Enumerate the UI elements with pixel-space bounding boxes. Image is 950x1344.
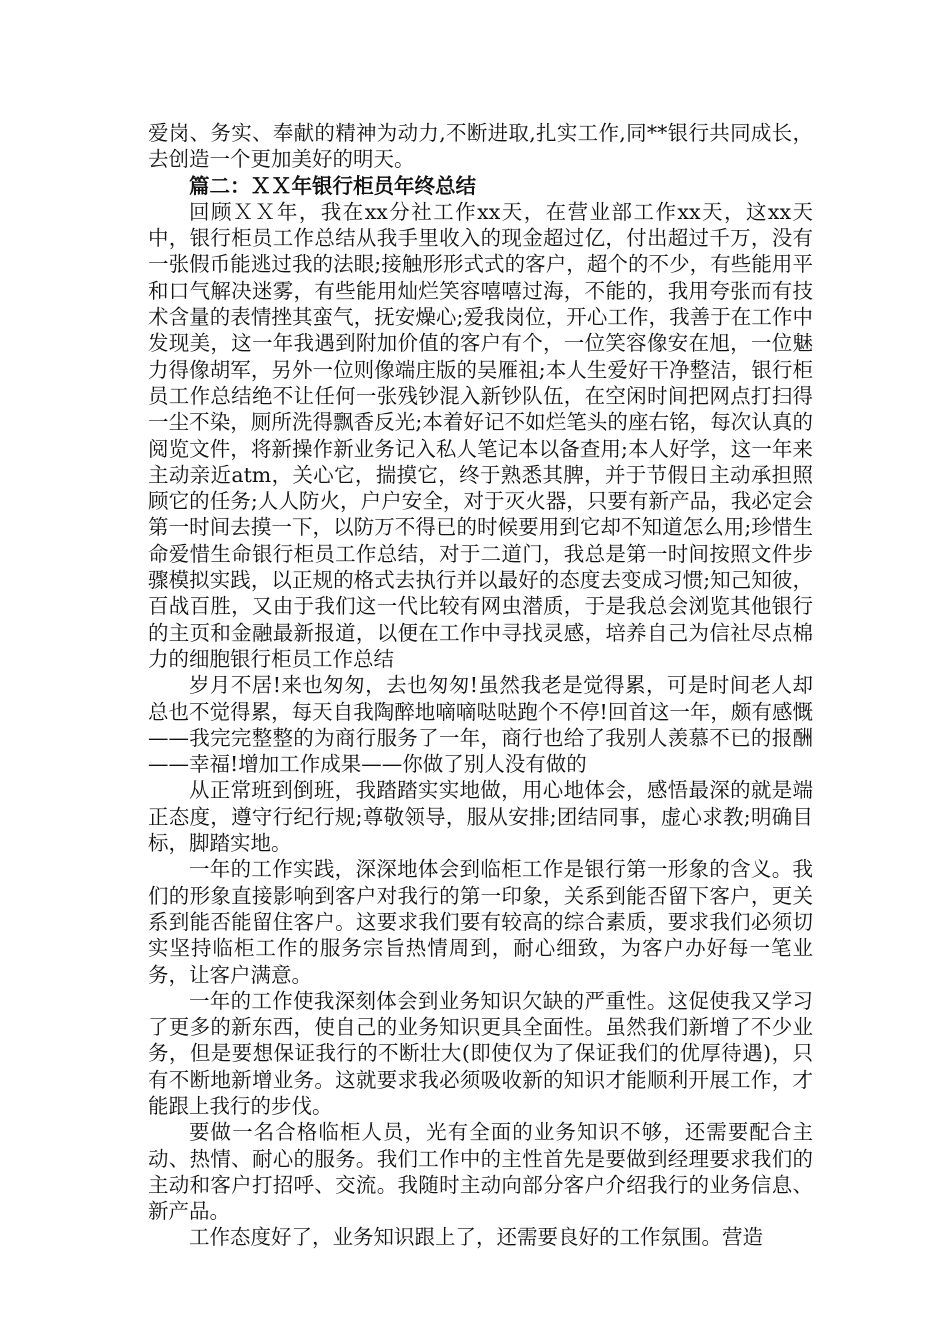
body-paragraph: 一年的工作实践，深深地体会到临柜工作是银行第一形象的含义。我们的形象直接影响到客户对我行的第一印象，关系到能否留下客户，更关系到能否能留住客户。这要求我们要有较高的综合素质，要求我们必须切实坚持临柜工作的服务宗旨热情周到，耐心细致，为客户办好每一笔业务，让客户满意。 [148,857,813,987]
body-paragraph: 要做一名合格临柜人员，光有全面的业务知识不够，还需要配合主动、热情、耐心的服务。我们工作中的主性首先是要做到经理要求我们的主动和客户打招呼、交流。我随时主动向部分客户介绍我行的业务信息、新产品。 [148,1120,813,1224]
body-paragraph: 岁月不居!来也匆匆，去也匆匆!虽然我老是觉得累，可是时间老人却总也不觉得累，每天自我陶醉地嘀嘀哒哒跑个不停!回首这一年，颇有感慨——我完完整整的为商行服务了一年，商行也给了我别人羡慕不已的报酬——幸福!增加工作成果——你做了别人没有做的 [148,673,813,777]
body-paragraph: 工作态度好了，业务知识跟上了，还需要良好的工作氛围。营造 [189,1225,763,1250]
section-title: 篇二：ＸＸ年银行柜员年终总结 [189,173,476,198]
lead-paragraph: 爱岗、务实、奉献的精神为动力,不断进取,扎实工作,同**银行共同成长，去创造一个更加美好的明天。 [148,121,813,172]
body-paragraph: 从正常班到倒班，我踏踏实实地做，用心地体会，感悟最深的就是端正态度，遵守行纪行规;尊敬领导，服从安排;团结同事，虚心求教;明确目标，脚踏实地。 [148,778,813,856]
body-paragraph: 回顾ＸＸ年，我在xx分社工作xx天，在营业部工作xx天，这xx天中，银行柜员工作总结从我手里收入的现金超过亿，付出超过千万，没有一张假币能逃过我的法眼;接触形形式式的客户，超个的不少，有些能用平和口气解决迷雾，有些能用灿烂笑容嘻嘻过海，不能的，我用夸张而有技术含量的表情挫其蛮气，抚安燥心;爱我岗位，开心工作，我善于在工作中发现美，这一年我遇到附加价值的客户有个，一位笑容像安在旭，一位魅力得像胡军，另外一位则像端庄版的吴雁祖;本人生爱好干净整洁，银行柜员工作总结绝不让任何一张残钞混入新钞队伍，在空闲时间把网点打扫得一尘不染，厕所洗得飘香反光;本着好记不如烂笔头的座右铭，每次认真的阅览文件，将新操作新业务记入私人笔记本以备查用;本人好学，这一年来主动亲近atm，关心它，揣摸它，终于熟悉其脾，并于节假日主动承担照顾它的任务;人人防火，户户安全，对于灭火器，只要有新产品，我必定会第一时间去摸一下，以防万不得已的时候要用到它却不知道怎么用;珍惜生命爱惜生命银行柜员工作总结，对于二道门，我总是第一时间按照文件步骤模拟实践，以正规的格式去执行并以最好的态度去变成习惯;知己知彼，百战百胜，又由于我们这一代比较有网虫潜质，于是我总会浏览其他银行的主页和金融最新报道，以便在工作中寻找灵感，培养自己为信社尽点棉力的细胞银行柜员工作总结 [148,199,813,671]
body-paragraph: 一年的工作使我深刻体会到业务知识欠缺的严重性。这促使我又学习了更多的新东西，使自己的业务知识更具全面性。虽然我们新增了不少业务，但是要想保证我行的不断壮大(即使仅为了保证我们的优厚待遇)，只有不断地新增业务。这就要求我必须吸收新的知识才能顺利开展工作，才能跟上我行的步伐。 [148,988,813,1118]
document-page [148,120,813,1251]
